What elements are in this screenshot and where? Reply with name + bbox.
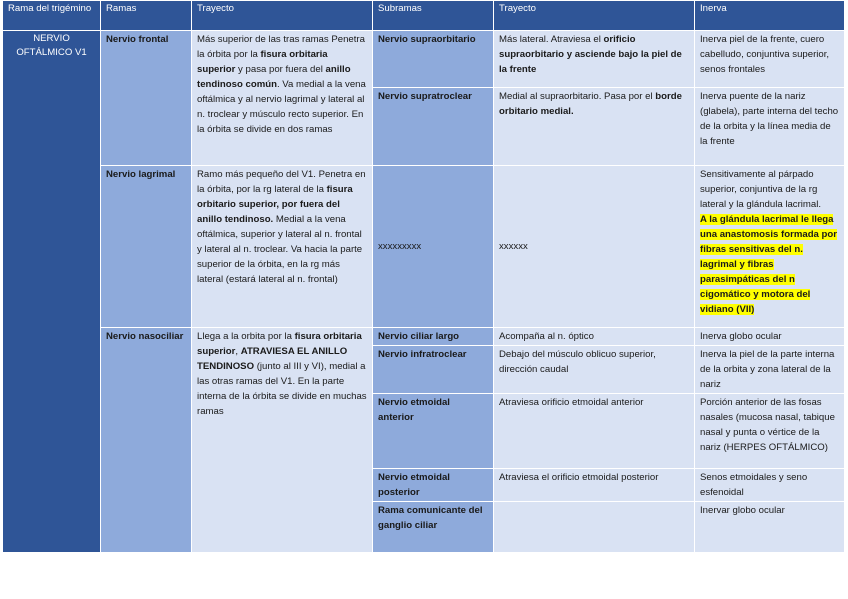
- header-ramas: Ramas: [101, 1, 192, 31]
- text-segment: Ramo más pequeño del V1. Penetra en la órbita, por la rg lateral de la: [197, 169, 366, 195]
- trayecto-sub-lagrimal: xxxxxx: [494, 166, 695, 328]
- header-trayecto-sub: Trayecto: [494, 1, 695, 31]
- subrama-supraorbitario: Nervio supraorbitario: [373, 31, 494, 88]
- subrama-lagrimal: xxxxxxxxx: [373, 166, 494, 328]
- bold-text-segment: ATRAVIESA EL ANILLO TENDINOSO: [197, 346, 348, 372]
- table-row: [3, 31, 845, 88]
- inerva-lagrimal-text: Sensitivamente al párpado superior, conjuntiva de la rg lateral y la glándula lacrimal.: [700, 169, 822, 210]
- text-segment: y pasa por fuera del: [235, 64, 326, 75]
- inerva-infratroclear: Inerva la piel de la parte interna de la orbita y zona lateral de la nariz: [695, 346, 845, 394]
- bold-text-segment: fisura orbitaria superior: [197, 49, 328, 75]
- inerva-etmoidal-anterior: Porción anterior de las fosas nasales (mucosa nasal, tabique nasal y punta o vértice de la nariz (HERPES OFTÁLMICO): [695, 394, 845, 469]
- trayecto-etmoidal-posterior: Atraviesa el orificio etmoidal posterior: [494, 469, 695, 502]
- subrama-etmoidal-posterior: Nervio etmoidal posterior: [373, 469, 494, 502]
- subrama-infratroclear: Nervio infratroclear: [373, 346, 494, 394]
- trayecto-nasociliar: [192, 328, 373, 553]
- trayecto-ganglio-ciliar: [494, 502, 695, 553]
- trayecto-etmoidal-anterior: Atraviesa orificio etmoidal anterior: [494, 394, 695, 469]
- inerva-lagrimal-highlight: A la glándula lacrimal le llega una anastomosis formada por fibras sensitivas del n. lagrimal y fibras parasimpáticas del n cigomático y motora del vidiano (VII): [700, 214, 838, 315]
- text-segment: ,: [235, 346, 241, 357]
- table-row: [3, 166, 845, 328]
- rama-lagrimal: Nervio lagrimal: [101, 166, 192, 328]
- text-segment: Medial a la vena oftálmica, superior y lateral al n. frontal y lateral al n. troclear. Va hacia la parte superior de la órbita, en la rg más lateral (estará lateral al n. frontal): [197, 214, 363, 285]
- subrama-ciliar-largo: Nervio ciliar largo: [373, 328, 494, 346]
- inerva-lagrimal: [695, 166, 845, 328]
- trayecto-ciliar-largo: Acompaña al n. óptico: [494, 328, 695, 346]
- header-trayecto: Trayecto: [192, 1, 373, 31]
- inerva-etmoidal-posterior: Senos etmoidales y seno esfenoidal: [695, 469, 845, 502]
- subrama-supratroclear: Nervio supratroclear: [373, 88, 494, 166]
- rama-cell: NERVIO OFTÁLMICO V1: [3, 31, 101, 553]
- trayecto-infratroclear: Debajo del músculo oblicuo superior, dirección caudal: [494, 346, 695, 394]
- bold-text-segment: borde orbitario medial.: [499, 91, 682, 117]
- trayecto-supraorbitario: [494, 31, 695, 88]
- header-inerva: Inerva: [695, 1, 845, 31]
- text-segment: Medial al supraorbitario. Pasa por el: [499, 91, 656, 102]
- table-row: [3, 328, 845, 346]
- text-segment: (junto al III y VI), medial a las otras ramas del V1. En la parte interna de la órbita se divide en muchas ramas: [197, 361, 367, 417]
- header-subramas: Subramas: [373, 1, 494, 31]
- inerva-ganglio-ciliar: Inervar globo ocular: [695, 502, 845, 553]
- rama-nasociliar: Nervio nasociliar: [101, 328, 192, 553]
- nerve-table: [2, 0, 845, 553]
- bold-text-segment: anillo tendinoso común: [197, 64, 351, 90]
- header-row: [3, 1, 845, 31]
- text-segment: Llega a la orbita por la: [197, 331, 295, 342]
- rama-frontal: Nervio frontal: [101, 31, 192, 166]
- bold-text-segment: orificio supraorbitario y asciende bajo la piel de la frente: [499, 34, 682, 75]
- text-segment: . Va medial a la vena oftálmica y al nervio lagrimal y lateral al n. troclear y músculo recto superior. En la órbita se divide en dos ramas: [197, 79, 366, 135]
- text-segment: Más superior de las tras ramas Penetra la órbita por la: [197, 34, 365, 60]
- trayecto-lagrimal: [192, 166, 373, 328]
- bold-text-segment: fisura orbitaria superior: [197, 331, 362, 357]
- trayecto-frontal: [192, 31, 373, 166]
- subrama-ganglio-ciliar: Rama comunicante del ganglio ciliar: [373, 502, 494, 553]
- trayecto-supratroclear: [494, 88, 695, 166]
- header-rama-trigemino: Rama del trigémino: [3, 1, 101, 31]
- bold-text-segment: fisura orbitario superior, por fuera del anillo tendinoso.: [197, 184, 353, 225]
- inerva-supraorbitario: Inerva piel de la frente, cuero cabelludo, conjuntiva superior, senos frontales: [695, 31, 845, 88]
- text-segment: Más lateral. Atraviesa el: [499, 34, 604, 45]
- inerva-supratroclear: Inerva puente de la nariz (glabela), parte interna del techo de la orbita y la línea media de la frente: [695, 88, 845, 166]
- inerva-ciliar-largo: Inerva globo ocular: [695, 328, 845, 346]
- subrama-etmoidal-anterior: Nervio etmoidal anterior: [373, 394, 494, 469]
